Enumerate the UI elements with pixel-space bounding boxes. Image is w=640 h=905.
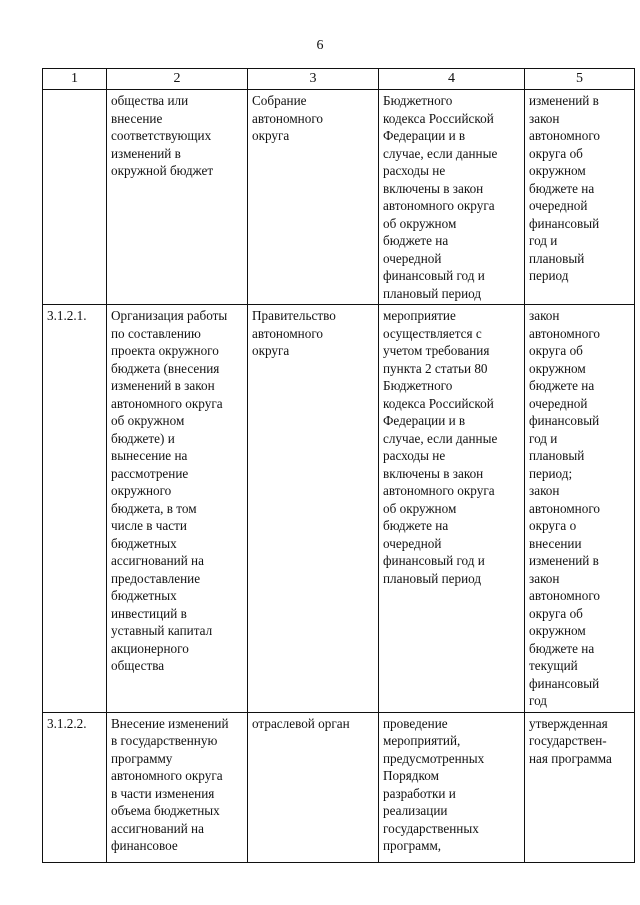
row-number-cell: 3.1.2.2. — [43, 712, 107, 862]
document-table — [42, 68, 635, 863]
cell-text-line: объема бюджетных — [111, 803, 220, 818]
cell-text-line: период — [529, 268, 569, 283]
cell-text-line: очередной — [383, 250, 442, 266]
cell-text-line: очередной — [529, 198, 588, 213]
cell-text-line: ассигнований на — [111, 820, 204, 836]
cell-text-line: год — [529, 693, 548, 708]
cell-c3 — [248, 305, 379, 713]
cell-text-line: плановый период — [383, 570, 482, 586]
cell-text-line: инвестиций в — [111, 605, 187, 621]
header-col-4: 4 — [379, 69, 525, 90]
cell-text-line: об окружном — [383, 500, 457, 516]
cell-text-line: автономного — [529, 588, 601, 603]
cell-text-line: случае, если данные — [383, 145, 498, 161]
cell-text-line: учетом требования — [383, 343, 490, 358]
cell-text-line: Порядком — [383, 768, 439, 783]
cell-text-line: вынесение на — [111, 448, 188, 463]
cell-text-line: случае, если данные — [383, 430, 498, 446]
cell-text-line: предусмотренных — [383, 750, 485, 766]
cell-text-line: расходы не — [383, 163, 446, 178]
cell-text-line: финансовый год и — [383, 268, 485, 283]
cell-text-line: включены в закон — [383, 465, 484, 481]
cell-text-line: пункта 2 статьи 80 — [383, 360, 488, 376]
header-col-2: 2 — [107, 69, 248, 90]
cell-text-line: проведение — [383, 715, 448, 731]
cell-text-line: окружном — [529, 163, 586, 178]
cell-text-line: в государственную — [111, 733, 218, 748]
cell-text-line: период; — [529, 465, 573, 481]
cell-text-line: бюджете на — [383, 518, 449, 533]
cell-text-line: закон — [529, 308, 560, 323]
cell-text-line: Правительство — [252, 308, 336, 323]
cell-text-line: программу — [111, 750, 173, 766]
cell-text-line: очередной — [383, 535, 442, 551]
cell-text-line: плановый — [529, 250, 585, 266]
cell-text-line: Собрание — [252, 93, 307, 108]
cell-text-line: осуществляется с — [383, 325, 482, 341]
header-col-1: 1 — [43, 69, 107, 90]
cell-text-line: округа об — [529, 343, 583, 358]
cell-c2 — [107, 90, 248, 305]
cell-text-line: автономного — [529, 500, 601, 516]
cell-text-line: расходы не — [383, 448, 446, 463]
cell-c4 — [379, 305, 525, 713]
cell-c5 — [525, 90, 635, 305]
cell-text-line: автономного округа — [111, 768, 223, 783]
cell-text-line: автономного — [252, 110, 324, 126]
cell-c2 — [107, 305, 248, 713]
cell-text-line: ассигнований на — [111, 553, 204, 568]
cell-text-line: бюджете на — [529, 378, 595, 393]
cell-text-line: бюджете на — [529, 180, 595, 196]
cell-text-line: уставный капитал — [111, 623, 213, 638]
cell-text-line: утвержденная — [529, 715, 608, 731]
cell-text-line: проекта окружного — [111, 343, 219, 358]
cell-text-line: разработки и — [383, 785, 456, 801]
cell-text-line: акционерного — [111, 640, 189, 656]
cell-c5 — [525, 305, 635, 713]
cell-text-line: год и — [529, 430, 558, 446]
cell-text-line: окружном — [529, 360, 586, 376]
cell-text-line: рассмотрение — [111, 465, 189, 481]
cell-text-line: текущий — [529, 658, 578, 673]
cell-text-line: округа об — [529, 605, 583, 621]
cell-text-line: соответствующих — [111, 128, 212, 143]
cell-text-line: бюджета (внесения — [111, 360, 220, 376]
cell-text-line: финансовый год и — [383, 553, 485, 568]
cell-c2 — [107, 712, 248, 862]
row-number-cell — [43, 90, 107, 305]
cell-text-line: бюджетных — [111, 588, 177, 603]
cell-text-line: округа об — [529, 145, 583, 161]
page-number: 6 — [316, 38, 324, 53]
cell-text-line: изменений в — [529, 553, 599, 568]
cell-text-line: кодекса Российской — [383, 395, 494, 411]
header-col-5: 5 — [525, 69, 635, 90]
cell-text-line: закон — [529, 570, 560, 586]
cell-text-line: автономного округа — [111, 395, 223, 411]
table-row — [43, 90, 635, 305]
cell-text-line: реализации — [383, 803, 448, 818]
cell-text-line: закон — [529, 110, 560, 126]
cell-text-line: финансовый — [529, 413, 600, 428]
cell-text-line: Федерации и в — [383, 128, 466, 143]
cell-text-line: включены в закон — [383, 180, 484, 196]
table-row — [43, 305, 635, 713]
cell-text-line: округа — [252, 343, 290, 358]
cell-text-line: отраслевой орган — [252, 715, 350, 731]
cell-text-line: изменений в — [111, 145, 181, 161]
cell-text-line: бюджете на — [529, 640, 595, 656]
cell-c3 — [248, 712, 379, 862]
cell-text-line: изменений в закон — [111, 378, 215, 393]
cell-c5 — [525, 712, 635, 862]
cell-text-line: бюджете на — [383, 233, 449, 248]
cell-c3 — [248, 90, 379, 305]
cell-text-line: предоставление — [111, 570, 201, 586]
cell-text-line: числе в части — [111, 518, 187, 533]
cell-text-line: изменений в — [529, 93, 599, 108]
cell-text-line: автономного — [529, 325, 601, 341]
cell-text-line: мероприятие — [383, 308, 456, 323]
cell-text-line: плановый — [529, 448, 585, 463]
row-number-cell: 3.1.2.1. — [43, 305, 107, 713]
cell-text-line: ная программа — [529, 750, 612, 766]
cell-text-line: финансовый — [529, 215, 600, 231]
cell-text-line: программ, — [383, 838, 442, 853]
cell-text-line: округа о — [529, 518, 577, 533]
cell-text-line: Бюджетного — [383, 378, 453, 393]
cell-c4 — [379, 90, 525, 305]
cell-text-line: об окружном — [383, 215, 457, 231]
cell-text-line: финансовый — [529, 675, 600, 691]
cell-text-line: очередной — [529, 395, 588, 411]
cell-text-line: округа — [252, 128, 290, 143]
cell-text-line: финансовое — [111, 838, 178, 853]
cell-text-line: бюджетных — [111, 535, 177, 551]
cell-text-line: плановый период — [383, 285, 482, 301]
cell-text-line: бюджете) и — [111, 430, 175, 446]
cell-text-line: год и — [529, 233, 558, 248]
cell-c4 — [379, 712, 525, 862]
cell-text-line: мероприятий, — [383, 733, 461, 748]
cell-text-line: общества или — [111, 93, 189, 108]
cell-text-line: бюджета, в том — [111, 500, 197, 516]
cell-text-line: об окружном — [111, 413, 185, 428]
cell-text-line: внесение — [111, 110, 163, 126]
cell-text-line: Внесение изменений — [111, 715, 229, 731]
cell-text-line: в части изменения — [111, 785, 215, 801]
cell-text-line: Федерации и в — [383, 413, 466, 428]
table-header-row — [43, 69, 635, 90]
cell-text-line: Организация работы — [111, 308, 228, 323]
cell-text-line: автономного — [529, 128, 601, 143]
cell-text-line: внесении — [529, 535, 582, 551]
cell-text-line: автономного округа — [383, 483, 495, 498]
cell-text-line: окружного — [111, 483, 172, 498]
cell-text-line: государствен- — [529, 733, 607, 748]
cell-text-line: автономного — [252, 325, 324, 341]
cell-text-line: государственных — [383, 820, 479, 836]
table-row — [43, 712, 635, 862]
cell-text-line: по составлению — [111, 325, 201, 341]
cell-text-line: окружном — [529, 623, 586, 638]
cell-text-line: окружной бюджет — [111, 163, 214, 178]
cell-text-line: кодекса Российской — [383, 110, 494, 126]
cell-text-line: общества — [111, 658, 165, 673]
cell-text-line: Бюджетного — [383, 93, 453, 108]
cell-text-line: закон — [529, 483, 560, 498]
header-col-3: 3 — [248, 69, 379, 90]
cell-text-line: автономного округа — [383, 198, 495, 213]
